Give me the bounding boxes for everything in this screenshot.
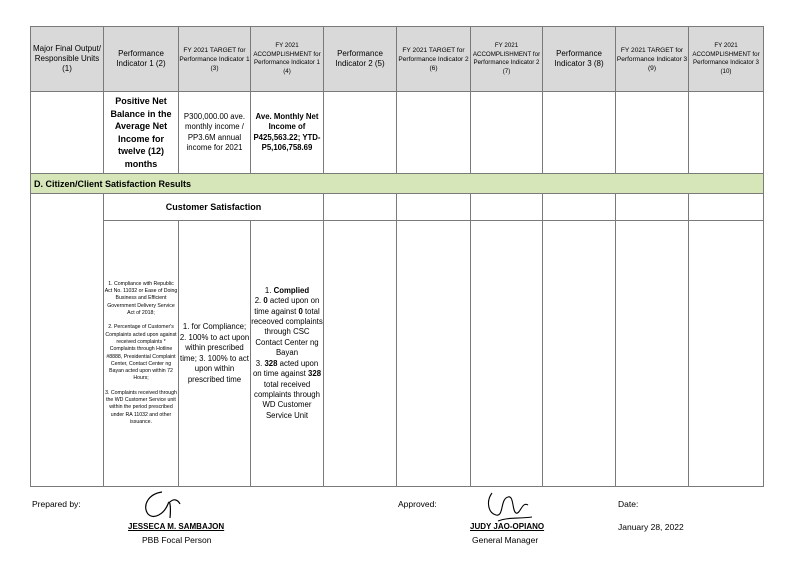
header-cell: FY 2021 TARGET for Performance Indicator 3 (9) <box>616 27 689 92</box>
header-cell: Performance Indicator 2 (5) <box>324 27 397 92</box>
empty-cell <box>543 221 616 487</box>
acc-bold: 0 <box>298 306 303 316</box>
empty-cell <box>689 92 764 174</box>
empty-cell <box>689 194 764 221</box>
signature-scribble-icon <box>478 487 538 527</box>
cs-target-cell: 1. for Compliance; 2. 100% to act upon within prescribed time; 3. 100% to act upon within prescribed time <box>179 221 251 487</box>
subsection-title: Customer Satisfaction <box>104 194 324 221</box>
customer-satisfaction-row <box>31 221 764 487</box>
header-cell: Performance Indicator 1 (2) <box>104 27 179 92</box>
empty-cell <box>616 194 689 221</box>
cs-indicator-item: 2. Percentage of Customer's Complaints acted upon against received complaints * Complaints through Hotline #8888, Presidential Complaint Center, Contact Center ng Bayan acted upon within 72 Hours; <box>105 324 177 382</box>
empty-cell <box>397 194 471 221</box>
header-cell: FY 2021 TARGET for Performance Indicator 1 (3) <box>179 27 251 92</box>
metric-accomplishment: Ave. Monthly Net Income of P425,563.22; YTD-P5,106,758.69 <box>251 92 324 174</box>
cs-indicator-item: 1. Compliance with Republic Act No. 11032 or Ease of Doing Business and Efficient Government Delivery Service Act of 2018; <box>104 280 178 317</box>
empty-cell <box>689 221 764 487</box>
empty-cell <box>397 92 471 174</box>
header-cell: Major Final Output/ Responsible Units (1) <box>31 27 104 92</box>
empty-cell <box>31 194 104 487</box>
header-cell: FY 2021 ACCOMPLISHMENT for Performance Indicator 1 (4) <box>251 27 324 92</box>
date-value: January 28, 2022 <box>618 522 684 532</box>
acc-bold: 328 <box>308 369 322 379</box>
empty-cell <box>471 92 543 174</box>
empty-cell <box>543 92 616 174</box>
cs-indicator-cell <box>104 221 179 487</box>
header-cell: FY 2021 ACCOMPLISHMENT for Performance Indicator 2 (7) <box>471 27 543 92</box>
acc-text: acted upon on time against <box>252 358 319 379</box>
acc-bold: 0 <box>263 296 268 306</box>
acc-text: 2. <box>254 296 264 306</box>
section-row <box>31 174 764 194</box>
acc-text: 1. <box>264 285 274 295</box>
approved-name: JUDY JAO-OPIANO <box>470 522 545 531</box>
date-label: Date: <box>618 499 639 509</box>
acc-text: acted upon on time against <box>254 296 320 316</box>
empty-cell <box>616 92 689 174</box>
prepared-title: PBB Focal Person <box>142 535 212 545</box>
net-income-row <box>31 92 764 174</box>
empty-cell <box>324 221 397 487</box>
empty-cell <box>397 221 471 487</box>
empty-cell <box>543 194 616 221</box>
header-cell: FY 2021 ACCOMPLISHMENT for Performance Indicator 3 (10) <box>689 27 764 92</box>
cs-indicator-item: 3. Complaints received through the WD Customer Service unit within the period prescribed under RA 11032 and other issuance. <box>105 389 177 425</box>
header-cell: Performance Indicator 3 (8) <box>543 27 616 92</box>
header-cell: FY 2021 TARGET for Performance Indicator 2 (6) <box>397 27 471 92</box>
empty-cell <box>324 92 397 174</box>
section-title: D. Citizen/Client Satisfaction Results <box>31 174 764 194</box>
approved-label: Approved: <box>398 499 437 509</box>
empty-cell <box>31 92 104 174</box>
signature-scribble-icon <box>140 488 190 524</box>
acc-text: total receoved complaints through CSC Contact Center ng Bayan <box>251 306 323 358</box>
acc-text: 3. <box>255 358 265 368</box>
acc-text: total received complaints through WD Customer Service Unit <box>254 379 320 420</box>
empty-cell <box>471 194 543 221</box>
metric-target: P300,000.00 ave. monthly income / PP3.6M annual income for 2021 <box>179 92 251 174</box>
acc-bold: Complied <box>273 285 310 295</box>
empty-cell <box>471 221 543 487</box>
subsection-row <box>31 194 764 221</box>
approved-title: General Manager <box>472 535 539 545</box>
metric-indicator: Positive Net Balance in the Average Net Income for twelve (12) months <box>104 92 179 174</box>
empty-cell <box>616 221 689 487</box>
prepared-label: Prepared by: <box>32 499 81 509</box>
acc-bold: 328 <box>264 358 278 368</box>
empty-cell <box>324 194 397 221</box>
cs-accomplishment-cell <box>251 221 324 487</box>
prepared-name: JESSECA M. SAMBAJON <box>128 522 225 531</box>
performance-table <box>30 26 764 487</box>
header-row <box>31 27 764 92</box>
